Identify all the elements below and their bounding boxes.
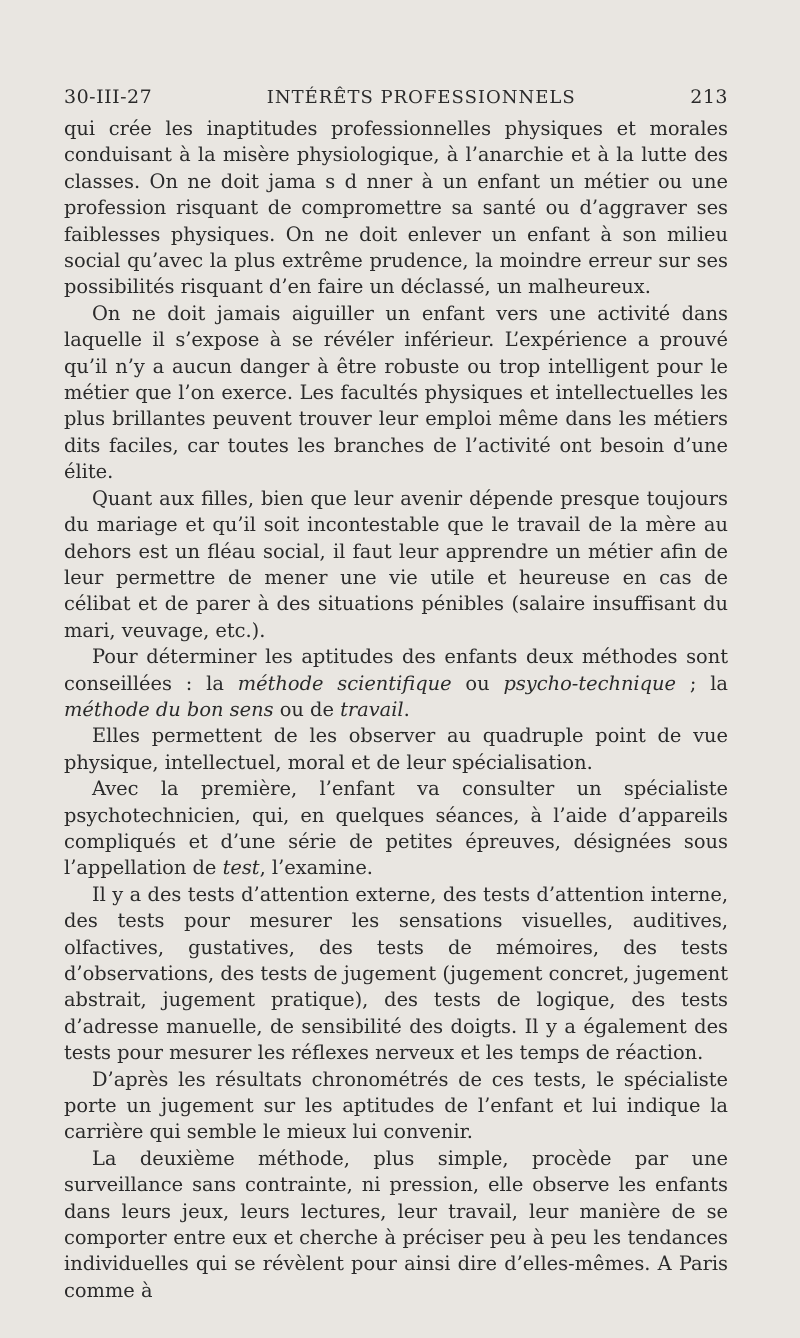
paragraph-7: Il y a des tests d’attention externe, des tests d’attention interne, des tests pour mesurer les sensations visuelles, auditives, olfactives, gustatives, des tests de mémoires, des tests d’observations, des tests de jugement (jugement concret, jugement abstrait, jugement pratique), des tests de logique, des tests d’adresse manuelle, de sensibilité des doigts. Il y a également des tests pour mesurer les réflexes nerveux et les temps de réaction. [64,882,728,1065]
paragraph-8: D’après les résultats chronométrés de ces tests, le spécialiste porte un jugement sur les aptitudes de l’enfant et lui indique la carrière qui semble le mieux lui convenir. [64,1067,728,1144]
paragraph-1: qui crée les inaptitudes professionnelles physiques et morales conduisant à la misère physiologique, à l’anarchie et à la lutte des classes. On ne doit jama s d nner à un enfant un métier ou une profession risquant de compromettre sa santé ou d’aggraver ses faiblesses physiques. On ne doit enlever un enfant à son milieu social qu’avec la plus extrême prudence, la moindre erreur sur ses possibilités risquant d’en faire un déclassé, un malheureux. [64,117,728,299]
paragraph-5: Elles permettent de les observer au quadruple point de vue physique, intellectuel, moral et de leur spécialisation. [64,724,728,774]
paragraph-6 [64,776,728,882]
paragraph-3: Quant aux filles, bien que leur avenir dépende presque toujours du mariage et qu’il soit incontestable que le travail de la mère au dehors est un fléau social, il faut leur apprendre un métier afin de leur permettre de mener une vie utile et heureuse en cas de célibat et de parer à des situations pénibles (salaire insuffisant du mari, veuvage, etc.). [64,486,728,642]
paragraph-4-emphasis: travail [340,697,404,721]
header-title: INTÉRÊTS PROFESSIONNELS [266,87,576,108]
paragraph-6-emphasis: test [222,856,260,880]
paragraph-6-text: , l’examine. [259,856,373,880]
paragraph-2: On ne doit jamais aiguiller un enfant vers une activité dans laquelle il s’expose à se révéler inférieur. L’expérience a prouvé qu’il n’y a aucun danger à être robuste ou trop intelligent pour le métier que l’on exerce. Les facultés physiques et intellectuelles les plus brillantes peuvent trouver leur emploi même dans les métiers dits faciles, car toutes les branches de l’activité ont besoin d’une élite. [64,301,728,484]
running-header [64,86,728,108]
paragraph-4-emphasis: méthode du bon sens [64,697,274,721]
paragraph-4-text: ; la [676,671,728,695]
paragraph-4 [64,644,728,723]
paragraph-6-text: Avec la première, l’enfant va consulter un spécialiste psychotechnicien, qui, en quelques séances, à l’aide d’appareils compliqués et d’une série de petites épreuves, désignées sous l’appellation de [64,777,728,880]
paragraph-9: La deuxième méthode, plus simple, procède par une surveillance sans contrainte, ni pression, elle observe les enfants dans leurs jeux, leurs lectures, leur travail, leur manière de se comporter entre eux et cherche à préciser peu à peu les tendances individuelles qui se révèlent pour ainsi dire d’elles-mêmes. A Paris comme à [64,1146,728,1302]
paragraph-4-emphasis: méthode scientifique [237,671,452,695]
header-date: 30-III-27 [64,86,153,108]
page-number: 213 [690,86,728,108]
page-body [64,116,728,1304]
paragraph-4-text: ou de [273,697,341,721]
paragraph-4-text: Pour déterminer les aptitudes des enfants deux méthodes sont conseillées : la [64,645,728,695]
paragraph-4-text: ou [451,671,504,695]
paragraph-4-text: . [403,697,410,721]
paragraph-4-emphasis: psycho-technique [503,671,677,695]
